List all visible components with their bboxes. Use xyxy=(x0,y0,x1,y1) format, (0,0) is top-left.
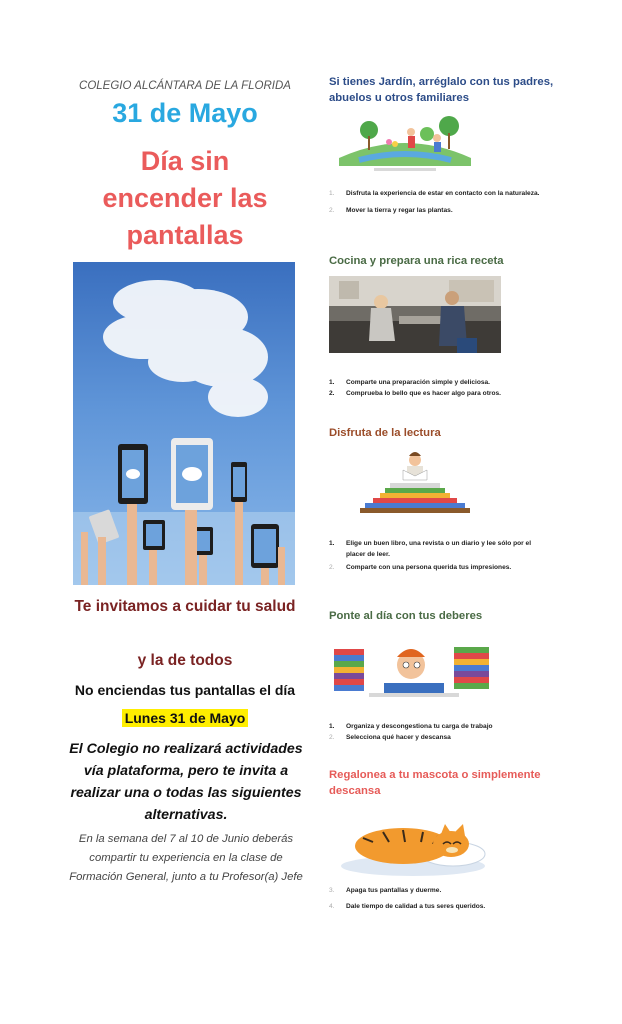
section-heading-reading: Disfruta de la lectura xyxy=(329,427,441,439)
homework-list xyxy=(329,721,544,749)
list-item: 3. Apaga tus pantallas y duerme. xyxy=(329,887,442,894)
title-line-3: pantallas xyxy=(126,220,244,250)
page-title xyxy=(60,143,310,254)
cooking-photo xyxy=(329,276,501,353)
list-item: 1. Organiza y descongestiona tu carga de trabajo xyxy=(329,723,493,730)
list-item: 2. Comparte con una persona querida tus impresiones. xyxy=(329,564,512,571)
sleeping-cat-illustration xyxy=(333,808,493,878)
section-heading-pet: Regalonea a tu mascota o simplemente descansa xyxy=(329,769,541,797)
invite-subheading: y la de todos xyxy=(137,652,233,669)
no-screens-message: No enciendas tus pantallas el día xyxy=(74,682,296,698)
invite-heading: Te invitamos a cuidar tu salud xyxy=(74,598,296,615)
section-heading-cooking: Cocina y prepara una rica receta xyxy=(329,255,504,267)
list-item: 2. Selecciona qué hacer y descansa xyxy=(329,734,451,741)
section-heading-homework: Ponte al día con tus deberes xyxy=(329,610,483,622)
share-experience-note: En la semana del 7 al 10 de Junio deberás compartir tu experiencia en la clase de Formación General, junto a tu Profesor(a) Jefe xyxy=(69,833,303,883)
garden-illustration xyxy=(329,108,481,176)
title-line-1: Día sin xyxy=(140,146,230,176)
school-message: El Colegio no realizará actividades vía plataforma, pero te invita a realizar una o todas las siguientes alternativas. xyxy=(69,741,303,823)
highlighted-date: Lunes 31 de Mayo xyxy=(122,709,249,727)
list-item: 4. Dale tiempo de calidad a tus seres queridos. xyxy=(329,903,486,910)
reading-list xyxy=(329,538,544,579)
event-date: 31 de Mayo xyxy=(112,98,258,128)
school-name: COLEGIO ALCÁNTARA DE LA FLORIDA xyxy=(79,80,291,92)
pet-list xyxy=(329,885,544,918)
list-item: 2. Mover la tierra y regar las plantas. xyxy=(329,207,453,214)
hero-image-screens-in-sky xyxy=(73,262,295,585)
cooking-list xyxy=(329,377,544,405)
title-line-2: encender las xyxy=(102,183,268,213)
list-item: 1. Comparte una preparación simple y deliciosa. xyxy=(329,379,491,386)
garden-list xyxy=(329,188,544,222)
reading-illustration xyxy=(345,448,485,518)
list-item: 1. Elige un buen libro, una revista o un diario y lee sólo por el placer de leer. xyxy=(329,540,532,558)
list-item: 1. Disfruta la experiencia de estar en contacto con la naturaleza. xyxy=(329,190,540,197)
section-heading-garden: Si tienes Jardín, arréglalo con tus padres, abuelos u otros familiares xyxy=(329,76,554,104)
list-item: 2. Comprueba lo bello que es hacer algo para otros. xyxy=(329,390,501,397)
homework-illustration xyxy=(329,641,499,699)
